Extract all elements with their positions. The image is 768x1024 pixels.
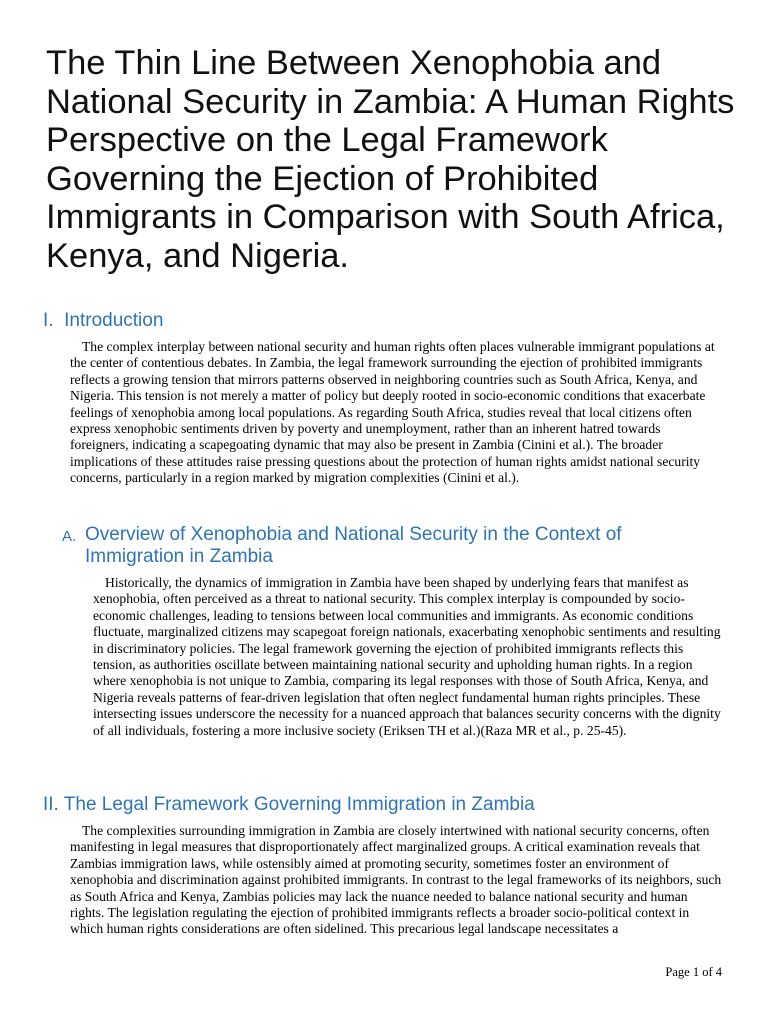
subsection-heading-overview <box>62 524 722 568</box>
overview-paragraph: Historically, the dynamics of immigration in Zambia have been shaped by underlying fears that manifest as xenophobia, often perceived as a threat to national security. This complex interplay is compounded by socio-economic challenges, leading to tensions between local communities and immigrants. As economic conditions fluctuate, marginalized citizens may scapegoat foreign nationals, exacerbating xenophobic sentiments and resulting in discriminatory policies. The legal framework governing the ejection of prohibited immigrants reflects this tension, as authorities oscillate between maintaining national security and upholding human rights. In a region where xenophobia is not unique to Zambia, comparing its legal responses with those of South Africa, Kenya, and Nigeria reveals patterns of fear-driven legislation that often neglect fundamental human rights principles. These intersecting issues underscore the necessity for a nuanced approach that balances security concerns with the dignity of all individuals, fostering a more inclusive society (Eriksen TH et al.)(Raza MR et al., p. 25-45). <box>93 575 721 738</box>
section-heading-text: The Legal Framework Governing Immigration in Zambia <box>63 794 535 815</box>
section-heading-legal-framework <box>43 794 535 816</box>
section-number: I. <box>43 310 54 331</box>
introduction-paragraph: The complex interplay between national security and human rights often places vulnerable immigrant populations at the center of contentious debates. In Zambia, the legal framework surrounding the ejection of prohibited immigrants reflects a growing tension that mirrors patterns observed in neighboring countries such as South Africa, Kenya, and Nigeria. This tension is not merely a matter of policy but deeply rooted in socio-economic conditions that exacerbate feelings of xenophobia among local populations. As regarding South Africa, studies reveal that local citizens often express xenophobic sentiments driven by poverty and unemployment, rather than an inherent hatred towards foreigners, indicating a scapegoating dynamic that may also be present in Zambia (Cinini et al.). The broader implications of these attitudes raise pressing questions about the protection of human rights amidst national security concerns, particularly in a region marked by migration complexities (Cinini et al.). <box>70 339 715 486</box>
subsection-number: A. <box>62 528 77 545</box>
section-number: II. <box>43 794 59 815</box>
section-heading-introduction <box>43 310 163 332</box>
legal-framework-paragraph: The complexities surrounding immigration in Zambia are closely intertwined with national security concerns, often manifesting in legal measures that disproportionately affect marginalized groups. A critical examination reveals that Zambias immigration laws, while ostensibly aimed at promoting security, sometimes foster an environment of xenophobia and discrimination against prohibited immigrants. In contrast to the legal frameworks of its neighbors, such as South Africa and Kenya, Zambias policies may lack the nuance needed to balance national security and human rights. The legislation regulating the ejection of prohibited immigrants reflects a broader socio-political context in which human rights considerations are often sidelined. This precarious legal landscape necessitates a <box>70 823 722 937</box>
section-heading-text: Introduction <box>64 310 164 331</box>
subsection-heading-text: Overview of Xenophobia and National Security in the Context of Immigration in Zambia <box>85 524 622 567</box>
document-title: The Thin Line Between Xenophobia and National Security in Zambia: A Human Rights Perspective on the Legal Framework Governing the Ejection of Prohibited Immigrants in Comparison with South Africa, Kenya, and Nigeria. <box>46 44 735 275</box>
page-number: Page 1 of 4 <box>665 965 722 979</box>
